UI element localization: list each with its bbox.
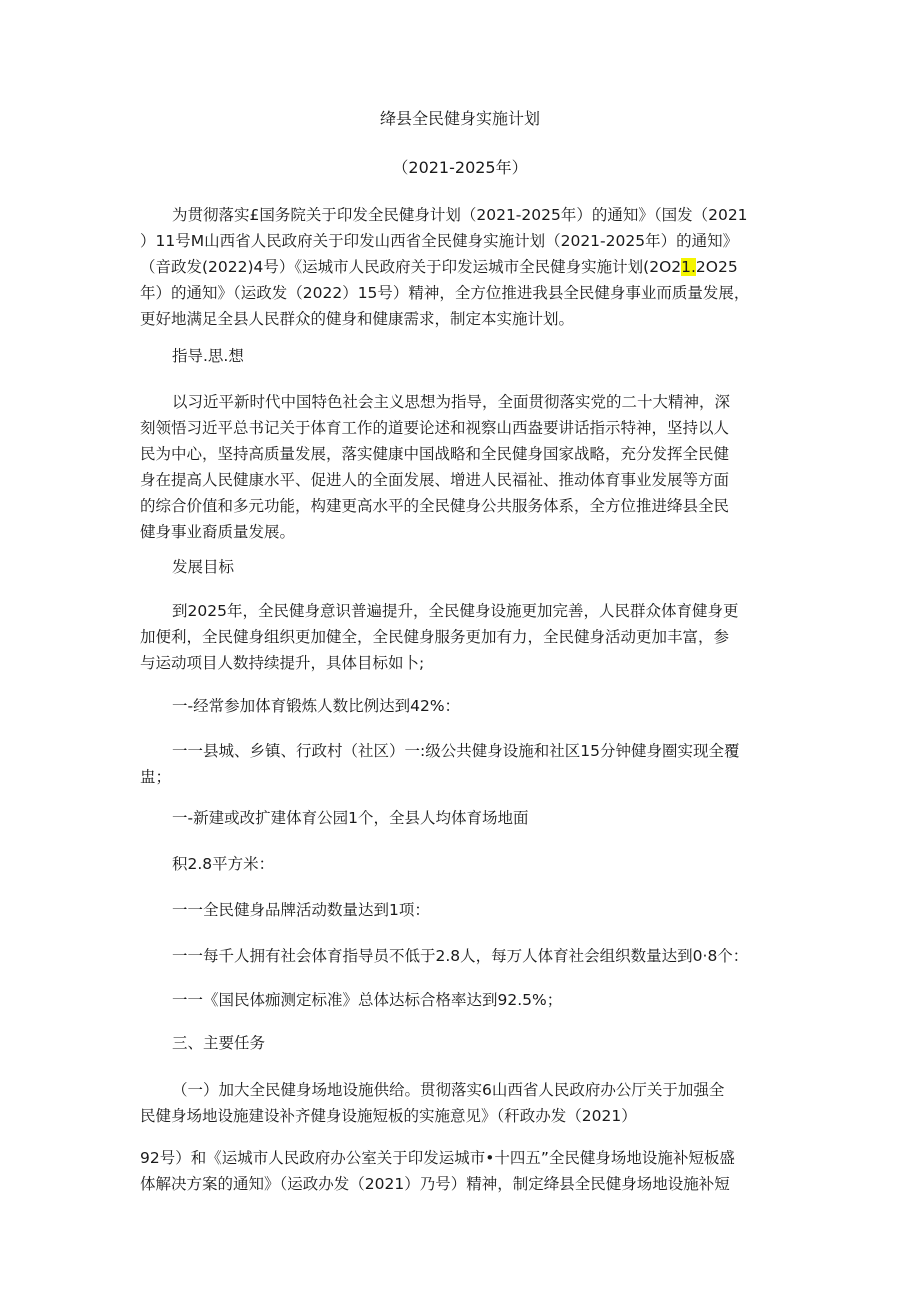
section-heading: 三、主要任务 bbox=[172, 1034, 266, 1052]
paragraph-line: 体解决方案的通知》（运政办发（2021）乃号）精神，制定绛县全民健身场地设施补短 bbox=[140, 1175, 730, 1193]
goal-item: 一-新建或改扩建体育公园1个，全县人均体育场地面 bbox=[172, 809, 529, 827]
paragraph-line: 民为中心，坚持高质量发展，落实健康中国战略和全民健身国家战略，充分发挥全民健 bbox=[140, 445, 730, 463]
paragraph-line: （一）加大全民健身场地设施供给。贯彻落实6山西省人民政府办公厅关于加强全 bbox=[172, 1081, 725, 1099]
paragraph-line: 到2025年，全民健身意识普遍提升，全民健身设施更加完善，人民群众体育健身更 bbox=[172, 602, 739, 620]
paragraph-line: 民健身场地设施建设补齐健身设施短板的实施意见》（秆政办发（2021） bbox=[140, 1107, 637, 1125]
goal-item: 一一《国民体痂测定标准》总体达标合格率达到92.5%； bbox=[172, 991, 563, 1009]
goal-item: 积2.8平方米： bbox=[172, 855, 275, 873]
section-heading: 发展目标 bbox=[172, 558, 235, 576]
paragraph-line: 身在提高人民健康水平、促进人的全面发展、增进人民福祉、推动体育事业发展等方面 bbox=[140, 471, 730, 489]
paragraph-line: ）11号M山西省人民政府关于印发山西省全民健身实施计划（2021-2025年）的通知》 bbox=[140, 232, 739, 250]
goals-paragraph bbox=[140, 598, 788, 676]
goal-item: 一一县城、乡镇、行政村（社区）一:级公共健身设施和社区15分钟健身圈实现全覆 盅； bbox=[140, 742, 740, 786]
paragraph-line: 以习近平新时代中国特色社会主义思想为指导，全面贯彻落实党的二十大精神，深 bbox=[172, 393, 731, 411]
goal-item: 一一全民健身品牌活动数量达到1项： bbox=[172, 901, 430, 919]
document-title: 绛县全民健身实施计划 bbox=[379, 109, 540, 128]
highlighted-text: 1. bbox=[681, 258, 696, 276]
document-subtitle: （2021-2025年） bbox=[392, 158, 528, 177]
task-paragraph bbox=[140, 1145, 788, 1197]
paragraph-line: 年）的通知》（运政发（2022）15号）精神，全方位推进我县全民健身事业而质量发展， bbox=[140, 284, 750, 302]
goal-item: 一-经常参加体育锻炼人数比例达到42%： bbox=[172, 697, 461, 715]
paragraph-line: 刻领悟习近平总书记关于体育工作的道要论述和视察山西盎要讲话指示特神，坚持以人 bbox=[140, 419, 730, 437]
paragraph-line: 健身事业裔质量发展。 bbox=[140, 523, 296, 541]
paragraph-line: 与运动项目人数持续提升，具体目标如卜; bbox=[140, 654, 425, 672]
paragraph-line: （音政发(2022)4号）《运城市人民政府关于印发运城市全民健身实施计划(2O21.2O25 bbox=[140, 258, 738, 276]
paragraph-line: 加便利，全民健身组织更加健全，全民健身服务更加有力，全民健身活动更加丰富，参 bbox=[140, 628, 730, 646]
intro-paragraph bbox=[140, 202, 788, 332]
guiding-paragraph bbox=[140, 389, 788, 545]
paragraph-line: 92号）和《运城市人民政府办公室关于印发运城市•十四五”全民健身场地设施补短板盛 bbox=[140, 1149, 735, 1167]
goal-item: 一一每千人拥有社会体育指导员不低于2.8人，每万人体育社会组织数量达到0·8个： bbox=[172, 947, 749, 965]
paragraph-line: 为贯彻落实£国务院关于印发全民健身计划（2021-2025年）的通知》（国发（2021 bbox=[172, 206, 748, 224]
paragraph-line: 的综合价值和多元功能，构建更高水平的全民健身公共服务体系，全方位推进绛县全民 bbox=[140, 497, 730, 515]
task-paragraph bbox=[140, 1077, 788, 1129]
section-heading: 指导.思.想 bbox=[172, 347, 244, 365]
paragraph-line: 更好地满足全县人民群众的健身和健康需求，制定本实施计划。 bbox=[140, 310, 575, 328]
